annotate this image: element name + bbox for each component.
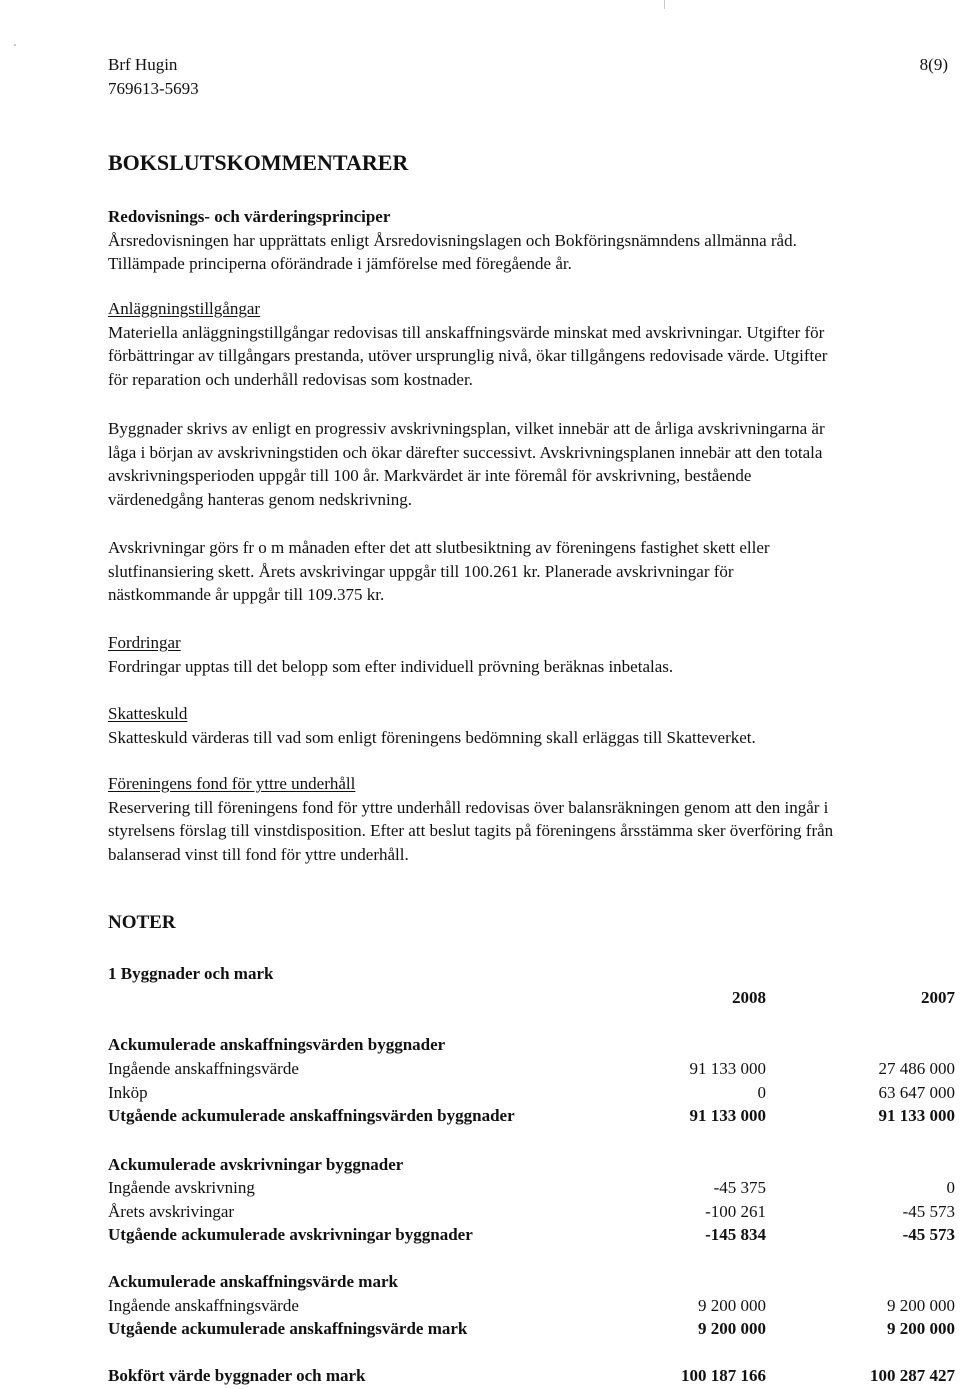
note-heading: 1 Byggnader och mark [108,964,274,983]
scan-mark [14,44,16,46]
page-number: 8(9) [919,55,948,74]
fund-block [108,772,960,866]
assets-heading: Anläggningstillgångar [108,299,261,318]
column-header-2008: 2008 [732,988,766,1007]
principles-text: Tillämpade principerna oförändrade i jämförelse med föregående år. [108,254,572,274]
receivables-heading: Fordringar [108,633,181,652]
assets-text: Materiella anläggningstillgångar redovisas till anskaffningsvärde minskat med avskrivningar. Utgifter för [108,322,825,342]
tax-block [108,702,960,749]
table-total-2008: 91 133 000 [689,1106,766,1125]
depreciation-text: nästkommande år uppgår till 109.375 kr. [108,585,385,605]
table-row-label: Ingående anskaffningsvärde [108,1059,299,1078]
principles-heading: Redovisnings- och värderingsprinciper [108,207,391,226]
fund-text: Reservering till föreningens fond för yttre underhåll redovisas över balansräkningen genom att den ingår i [108,797,829,817]
buildings-text: värdenedgång hanteras genom nedskrivning. [108,489,413,509]
table-cell-2008: -45 375 [713,1178,766,1197]
table-row-label: Årets avskrivingar [108,1202,235,1221]
fund-heading: Föreningens fond för yttre underhåll [108,774,356,793]
notes-title: NOTER [108,912,176,933]
principles-block [108,205,960,276]
buildings-text: avskrivningsperioden uppgår till 100 år. Markvärdet är inte föremål för avskrivning, bestående [108,466,752,486]
assets-text: för reparation och underhåll redovisas som kostnader. [108,369,473,389]
principles-text: Årsredovisningen har upprättats enligt Årsredovisningslagen och Bokföringsnämndens allmänna råd. [108,230,797,250]
table-total-2007: -45 573 [902,1225,955,1244]
table-total-label: Utgående ackumulerade avskrivningar byggnader [108,1225,473,1244]
depreciation-text: slutfinansiering skett. Årets avskrivingar uppgår till 100.261 kr. Planerade avskrivningar för [108,561,734,581]
organization-number: 769613-5693 [108,79,199,98]
table-cell-2008: 9 200 000 [698,1296,766,1315]
table-row-label: Ingående anskaffningsvärde [108,1296,299,1315]
table-total-2007: 91 133 000 [878,1106,955,1125]
table-total-label: Utgående ackumulerade anskaffningsvärde mark [108,1319,468,1338]
table-cell-2007: -45 573 [902,1202,955,1221]
table-row-label: Inköp [108,1083,148,1102]
depreciation-text: Avskrivningar görs fr o m månaden efter det att slutbesiktning av föreningens fastighet skett eller [108,538,770,557]
table-section-heading: Ackumulerade anskaffningsvärde mark [108,1272,398,1291]
column-header-2007: 2007 [921,988,955,1007]
fund-text: balanserad vinst till fond för yttre underhåll. [108,844,409,864]
organization-name: Brf Hugin [108,55,178,74]
tax-text: Skatteskuld värderas till vad som enligt föreningens bedömning skall erläggas till Skatteverket. [108,727,756,747]
table-total-2008: 9 200 000 [698,1319,766,1338]
scan-mark [664,0,665,9]
depreciation-block [108,536,960,607]
tax-heading: Skatteskuld [108,704,188,723]
fund-text: styrelsens förslag till vinstdisposition. Efter att beslut tagits på föreningens årsstämma sker överföring från [108,821,834,841]
table-total-2008: -145 834 [705,1225,766,1244]
buildings-text: låga i början av avskrivningstiden och ökar därefter successivt. Avskrivningsplanen innebär att den totala [108,442,823,462]
table-cell-2007: 0 [946,1178,955,1197]
book-value-2008: 100 187 166 [681,1366,766,1385]
table-section-heading: Ackumulerade avskrivningar byggnader [108,1155,404,1174]
table-cell-2007: 63 647 000 [878,1083,955,1102]
table-cell-2007: 27 486 000 [878,1059,955,1078]
section-title: BOKSLUTSKOMMENTARER [108,150,409,175]
table-cell-2008: -100 261 [705,1202,766,1221]
receivables-block [108,631,960,678]
assets-block [108,297,960,391]
table-total-2007: 9 200 000 [887,1319,955,1338]
assets-text: förbättringar av tillgångars prestanda, utöver ursprunglig nivå, ökar tillgångens redovisade värde. Utgifter [108,346,828,366]
table-row-label: Ingående avskrivning [108,1178,255,1197]
buildings-text: Byggnader skrivs av enligt en progressiv avskrivningsplan, vilket innebär att de årliga avskrivningarna är [108,419,825,438]
table-cell-2008: 91 133 000 [689,1059,766,1078]
book-value-label: Bokfört värde byggnader och mark [108,1366,366,1385]
receivables-text: Fordringar upptas till det belopp som efter individuell prövning beräknas inbetalas. [108,656,674,676]
table-cell-2007: 9 200 000 [887,1296,955,1315]
table-section-heading: Ackumulerade anskaffningsvärden byggnader [108,1035,446,1054]
book-value-2007: 100 287 427 [870,1366,955,1385]
table-total-label: Utgående ackumulerade anskaffningsvärden byggnader [108,1106,515,1125]
table-cell-2008: 0 [757,1083,766,1102]
buildings-block [108,417,960,511]
